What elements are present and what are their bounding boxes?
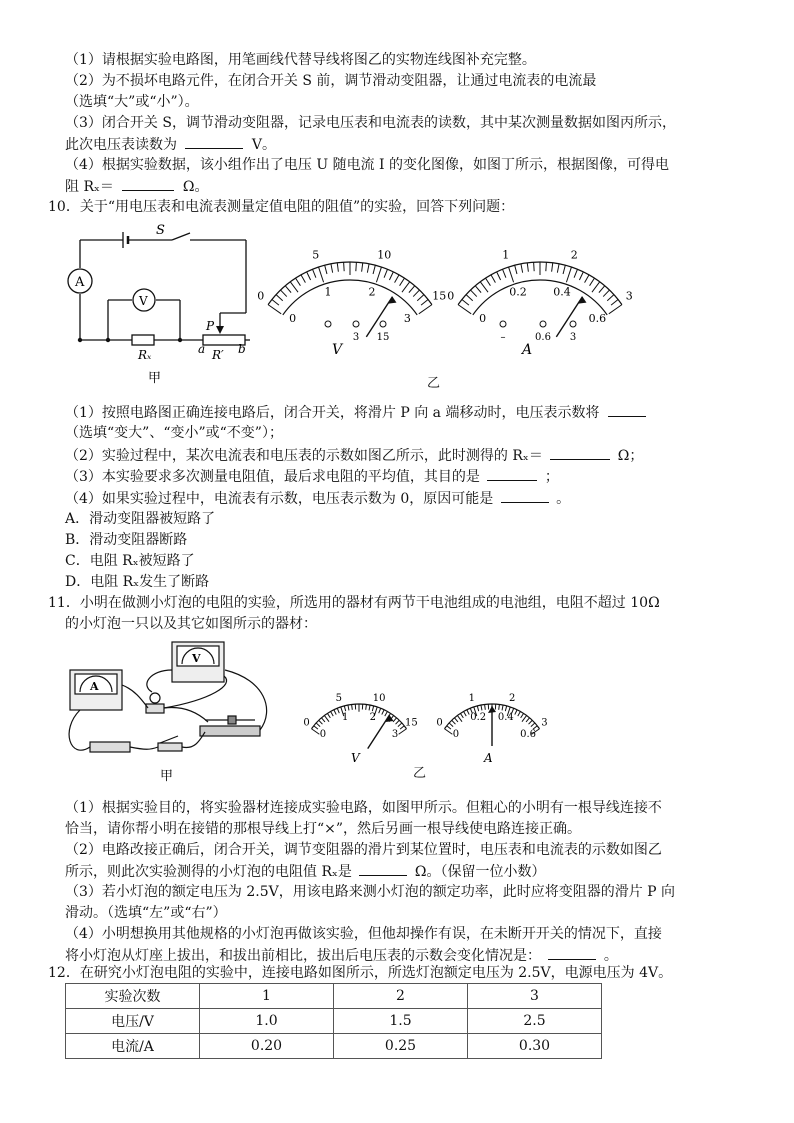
q10-voltmeter-tick: [307, 272, 311, 280]
q10-part1-blank[interactable]: [608, 402, 646, 417]
q10-voltmeter-tick: [395, 275, 399, 283]
q10-ammeter-inner-arc: [473, 280, 607, 315]
q10-voltmeter-tick: [325, 265, 327, 274]
q10-ammeter-tick: [579, 272, 583, 280]
q10-ammeter-tick: [509, 267, 514, 282]
q11-part4-text: 将小灯泡从灯座上拔出，和拔出前相比，拔出后电压表的示数会变化情况是：: [65, 948, 541, 964]
q11-ammeter-tick: [460, 713, 463, 718]
q11-voltmeter-top-tick-label: 5: [335, 693, 343, 705]
q10-voltmeter-tick: [301, 275, 305, 283]
q11-ammeter-tick: [531, 723, 535, 727]
q10-voltmeter-tick: [337, 263, 338, 272]
q11-ammeter-bottom-tick-label: 0: [452, 728, 460, 740]
q10-part4-end: 。: [556, 491, 571, 507]
q10-voltmeter-tick: [367, 264, 369, 273]
q10-voltmeter-terminal-icon[interactable]: [380, 321, 386, 327]
q10-voltmeter-bottom-tick-label: 3: [403, 311, 411, 325]
q10-part2-unit: Ω；: [617, 448, 644, 464]
q10-voltmeter-top-tick-label: 10: [377, 248, 392, 262]
q10-ammeter-tick: [527, 263, 528, 272]
q10-voltmeter-tick: [376, 267, 381, 282]
q10-ammeter-tick: [607, 295, 614, 301]
q10-voltmeter-tick: [296, 278, 301, 286]
q11-voltmeter-bottom-tick-label: 0: [319, 728, 327, 740]
q10-voltmeter-bottom-tick-label: 2: [368, 285, 376, 299]
q11-ammeter-bottom-tick-label: 0.6: [520, 728, 536, 740]
q11-voltmeter-symbol: V: [351, 751, 360, 765]
q11-voltmeter-tick: [314, 726, 318, 729]
q11-voltmeter-tick: [379, 708, 381, 713]
q10-voltmeter-top-tick-label: 15: [432, 289, 447, 303]
q11-ammeter-tick: [505, 706, 506, 711]
q10-voltmeter-tick: [413, 290, 419, 296]
q10-voltmeter-tick: [389, 272, 393, 280]
q10-voltmeter-tick: [276, 295, 283, 301]
q11-ammeter-tick: [529, 720, 533, 724]
q10-voltmeter-tick: [344, 262, 345, 271]
q9-part4-line2: [65, 176, 208, 197]
table-cell: 1.0: [200, 1009, 334, 1034]
q10-voltmeter-tick: [313, 269, 316, 277]
rheostat-label: R′: [212, 348, 224, 362]
q12-data-table: [65, 983, 602, 1059]
q10-ammeter-tick: [590, 278, 595, 286]
q10-ammeter-bottom-tick-label: 0: [479, 311, 487, 325]
q10-ammeter-terminal-icon[interactable]: [570, 321, 576, 327]
q11-part2-line2: [65, 861, 545, 882]
q10-part4-text: （4）如果实验过程中，电流表有示数，电压表示数为 0，原因可能是: [65, 491, 494, 507]
table-cell: 0.20: [200, 1034, 334, 1059]
q10-ammeter-tick: [609, 305, 622, 314]
q10-ammeter-tick: [603, 290, 609, 296]
q10-part1-line2: （选填“变大”、“变小”或“不变”）；: [65, 425, 283, 441]
q10-voltmeter-tick: [319, 267, 324, 282]
q11-voltmeter-tick: [400, 726, 404, 729]
q11-voltmeter-tick: [344, 706, 345, 711]
apparatus-caption: 甲: [160, 769, 174, 784]
q11-voltmeter-tick: [352, 704, 353, 709]
q11-ammeter-tick: [464, 711, 467, 716]
q11-voltmeter-tick: [382, 710, 384, 715]
q9-part2-line1: （2）为不损坏电路元件，在闭合开关 S 前，调节滑动变阻器，让通过电流表的电流最: [65, 73, 597, 89]
q11-ammeter-tick: [477, 706, 478, 711]
q10-ammeter-tick: [611, 300, 618, 306]
rx-label: Rₓ: [138, 348, 152, 362]
q9-voltage-blank[interactable]: [185, 134, 243, 149]
q11-voltmeter-tick: [321, 718, 324, 722]
q9-part3-text: 此次电压表读数为: [65, 137, 177, 153]
q10-ammeter-tick: [458, 305, 471, 314]
q11-ammeter-tick: [444, 729, 452, 735]
q10-voltmeter-tick: [384, 269, 387, 277]
q10-ammeter-tick: [546, 262, 547, 271]
q10-voltmeter-tick: [331, 264, 333, 273]
table-cell: 电压/V: [66, 1009, 200, 1034]
table-row: [66, 1009, 602, 1034]
table-header-row: [66, 984, 602, 1009]
q10-voltmeter-terminal-label: 3: [352, 332, 360, 343]
circuit-caption: 甲: [148, 371, 162, 386]
q11-voltmeter-tick: [366, 704, 367, 709]
q11-stem-line1: 11．小明在做测小灯泡的电阻的实验，所选用的器材有两节干电池组成的电池组，电阻不超过 10Ω: [48, 595, 660, 611]
q11-voltmeter-tick: [385, 711, 388, 716]
table-row: [66, 1034, 602, 1059]
q11-stem-line2: 的小灯泡一只以及其它如图所示的器材：: [65, 616, 317, 632]
q11-ammeter-top-tick-label: 3: [541, 717, 548, 729]
q10-ammeter-terminal-label: 3: [569, 332, 577, 343]
q11-ammeter-tick: [521, 713, 524, 718]
q11-voltage-change-blank[interactable]: [548, 945, 596, 960]
q10-part3: [65, 466, 559, 487]
q10-voltmeter-tick: [362, 263, 363, 272]
q9-part3-line2: [65, 134, 276, 155]
q11-part2-text: 所示，则此次实验测得的小灯泡的电阻值 Rₓ是: [65, 864, 352, 880]
q11-voltmeter-tick: [331, 711, 334, 716]
option-c[interactable]: C．电阻 Rₓ被短路了: [65, 553, 195, 569]
q11-ammeter-bottom-tick-label: 0.2: [470, 712, 487, 724]
q10-ammeter-bottom-tick-label: 0.2: [509, 285, 527, 299]
q10-ammeter-tick: [515, 265, 517, 274]
q10-ammeter-tick: [574, 269, 577, 277]
q10-voltmeter-tick: [400, 278, 405, 286]
q10-ammeter-tick: [552, 263, 553, 272]
q11-ammeter-tick: [502, 705, 503, 710]
q10-voltmeter-bottom-tick-label: 1: [324, 285, 332, 299]
q11-voltmeter-bottom-tick-label: 1: [341, 712, 349, 724]
q11-voltmeter-bottom-tick-label: 3: [391, 728, 399, 740]
q9-part1: （1）请根据实验电路图，用笔画线代替导线将图乙的实物连线图补充完整。: [65, 52, 536, 68]
q10-ammeter-top-tick-label: 1: [502, 248, 510, 262]
q10-ammeter: [448, 222, 633, 356]
table-header-cell: 1: [200, 984, 334, 1009]
q10-voltmeter-tick: [419, 305, 432, 314]
voltmeter-symbol: V: [139, 294, 148, 308]
q10-part2: [65, 445, 643, 466]
q9-resistance-blank[interactable]: [122, 176, 174, 191]
q11-ammeter-tick: [515, 710, 517, 715]
q11-voltmeter: [292, 680, 427, 765]
q10-ammeter-tick: [462, 300, 469, 306]
q11-part3-line1: （3）若小灯泡的额定电压为 2.5V，用该电路来测小灯泡的额定功率，此时应将变阻器的滑片 P 向: [65, 884, 676, 900]
q10-ammeter-tick: [563, 265, 565, 274]
q11-ammeter-tick: [454, 718, 457, 722]
q9-part4-text: 阻 Rₓ＝: [65, 179, 114, 195]
q11-ammeter-top-tick-label: 0: [436, 717, 443, 729]
q9-part4-unit: Ω。: [182, 179, 209, 195]
q10-voltmeter-tick: [402, 282, 410, 292]
q11-ammeter-top-tick-label: 2: [508, 693, 516, 705]
q10-ammeter-tick: [585, 275, 589, 283]
q11-ammeter-bottom-tick-label: 0.4: [497, 712, 514, 724]
q10-ammeter-tick: [491, 275, 495, 283]
q11-voltmeter-top-tick-label: 0: [303, 717, 310, 729]
q9-part3-line1: （3）闭合开关 S，调节滑动变阻器，记录电压表和电流表的读数，其中某次测量数据如图丙所示，: [65, 115, 676, 131]
q10-ammeter-tick: [471, 290, 477, 296]
q10-ammeter-terminal-icon[interactable]: [500, 321, 506, 327]
q12-stem: 12．在研究小灯泡电阻的实验中，连接电路如图所示，所选灯泡额定电压为 2.5V，电源电压为 4V。: [48, 965, 673, 981]
q10-ammeter-tick: [557, 264, 559, 273]
ammeter-symbol: A: [75, 275, 85, 290]
q11-part3-line2: 滑动。（选填“左”或“右”）: [65, 905, 227, 921]
q10-voltmeter-tick: [421, 300, 428, 306]
q10-voltmeter-tick: [268, 305, 281, 314]
q11-ammeter-tick: [526, 718, 529, 722]
q11-resistance-blank[interactable]: [359, 861, 407, 876]
q10-part1-line1: [65, 402, 646, 423]
q10-ammeter-bottom-tick-label: 0.6: [588, 311, 607, 325]
q11-ammeter-top-tick-label: 1: [468, 693, 476, 705]
q10-rx-blank[interactable]: [550, 445, 610, 460]
option-a[interactable]: A．滑动变阻器被短路了: [65, 511, 216, 527]
q10-voltmeter-top-tick-label: 5: [312, 248, 320, 262]
q11-voltmeter-tick: [316, 723, 320, 727]
q11-ammeter-tick: [457, 715, 462, 721]
q11-ammeter-symbol: A: [484, 751, 493, 765]
q11-apparatus-figure: [60, 640, 280, 789]
q10-voltmeter-tick: [409, 286, 415, 293]
q10-ammeter-terminal-icon[interactable]: [540, 321, 546, 327]
table-cell: 1.5: [334, 1009, 468, 1034]
q10-ammeter-top-tick-label: 0: [447, 289, 455, 303]
switch-label: S: [156, 223, 165, 238]
q10-voltmeter-needle: [366, 297, 392, 337]
q11-ammeter-tick: [467, 710, 469, 715]
q11-voltmeter-tick: [311, 729, 319, 735]
q10-circuit-diagram: [60, 220, 275, 394]
q10-ammeter-terminal-label: –: [500, 332, 506, 343]
apparatus-ammeter-symbol: A: [90, 680, 99, 693]
q11-ammeter-tick: [449, 723, 453, 727]
q11-voltmeter-tick: [396, 720, 400, 724]
q10-ammeter-symbol: A: [522, 342, 533, 358]
q11-voltmeter-tick: [319, 720, 323, 724]
option-b[interactable]: B．滑动变阻器断路: [65, 532, 188, 548]
q10-part3-end: ；: [544, 469, 559, 485]
table-cell: 电流/A: [66, 1034, 200, 1059]
q10-ammeter-tick: [475, 286, 481, 293]
q10-ammeter-terminal-label: 0.6: [535, 332, 551, 343]
apparatus-voltmeter-symbol: V: [192, 652, 201, 665]
q10-voltmeter-tick: [373, 265, 375, 274]
q10-voltmeter-tick: [356, 262, 357, 271]
q10-voltmeter-tick: [290, 282, 298, 292]
q11-ammeter-tick: [452, 720, 456, 724]
q11-voltmeter-tick: [327, 713, 330, 718]
q11-part2-line1: （2）电路改接正确后，闭合开关，调节变阻器的滑片到某位置时，电压表和电流表的示数如图乙: [65, 842, 662, 858]
q11-ammeter: [425, 680, 560, 765]
q10-cause-blank[interactable]: [501, 488, 549, 503]
q10-ammeter-tick: [466, 295, 473, 301]
q10-part2-text: （2）实验过程中，某次电流表和电压表的示数如图乙所示，此时测得的 Rₓ＝: [65, 448, 543, 464]
q10-part4: [65, 488, 570, 509]
voltmeter-dial: [257, 249, 446, 358]
q11-ammeter-tick: [518, 711, 521, 716]
q10-ammeter-tick: [486, 278, 491, 286]
q11-voltmeter-bottom-tick-label: 2: [369, 712, 377, 724]
q11-part1-line1: （1）根据实验目的，将实验器材连接成实验电路，如图甲所示。但粗心的小明有一根导线连接不: [65, 800, 662, 816]
q10-voltmeter-tick: [281, 290, 287, 296]
q10-voltmeter-bottom-tick-label: 0: [289, 311, 297, 325]
q10-voltmeter-tick: [285, 286, 291, 293]
q10-voltmeter-symbol: V: [332, 342, 343, 358]
q11-part1-line2: 恰当，请你帮小明在接错的那根导线上打“×”，然后另画一根导线使电路连接正确。: [65, 821, 582, 837]
q11-ammeter-dial: [436, 693, 547, 765]
q10-ammeter-top-tick-label: 3: [625, 289, 633, 303]
q10-ammeter-needle: [556, 297, 582, 337]
q10-voltmeter-terminal-label: 15: [376, 332, 390, 343]
q10-purpose-blank[interactable]: [487, 466, 537, 481]
q11-ammeter-tick: [499, 704, 500, 709]
q10-ammeter-tick: [497, 272, 501, 280]
table-header-cell: 2: [334, 984, 468, 1009]
q11-voltmeter-tick: [393, 718, 396, 722]
table-header-cell: 实验次数: [66, 984, 200, 1009]
q11-voltmeter-tick: [399, 729, 407, 735]
slider-p-label: P: [206, 319, 215, 333]
table-cell: 2.5: [468, 1009, 602, 1034]
terminal-a-label: a: [198, 342, 206, 356]
q10-ammeter-tick: [480, 282, 488, 292]
q11-voltmeter-tick: [334, 710, 336, 715]
q11-voltmeter-tick: [324, 715, 329, 721]
q10-ammeter-tick: [599, 286, 605, 293]
q11-voltmeter-top-tick-label: 15: [405, 717, 418, 729]
q11-ammeter-needle-arrow-icon: [488, 706, 496, 713]
table-cell: 0.25: [334, 1034, 468, 1059]
q11-meters-caption: 乙: [413, 766, 427, 781]
q11-ammeter-tick: [522, 715, 527, 721]
q10-voltmeter-inner-arc: [283, 280, 417, 315]
q11-ammeter-tick: [485, 704, 486, 709]
q11-voltmeter-tick: [372, 706, 373, 711]
q11-part4-line1: （4）小明想换用其他规格的小灯泡再做该实验，但他却操作有误，在未断开开关的情况下，直接: [65, 926, 662, 942]
q10-voltmeter-top-tick-label: 0: [257, 289, 265, 303]
q10-voltmeter: [257, 222, 447, 358]
q11-part2-unit: Ω。（保留一位小数）: [414, 864, 546, 880]
q10-voltmeter-tick: [272, 300, 279, 306]
table-header-cell: 3: [468, 984, 602, 1009]
q11-voltmeter-tick: [337, 708, 339, 713]
option-d[interactable]: D．电阻 Rₓ发生了断路: [65, 574, 210, 590]
q10-voltmeter-terminal-icon[interactable]: [353, 321, 359, 327]
q10-part3-text: （3）本实验要求多次测量电阻值，最后求电阻的平均值，其目的是: [65, 469, 480, 485]
q10-voltmeter-terminal-icon[interactable]: [325, 321, 331, 327]
q11-voltmeter-tick: [369, 705, 370, 710]
q11-ammeter-tick: [447, 726, 451, 729]
terminal-b-label: b: [238, 342, 246, 356]
q10-ammeter-bottom-tick-label: 0.4: [553, 285, 571, 299]
q10-ammeter-tick: [521, 264, 523, 273]
q10-ammeter-tick: [503, 269, 506, 277]
q11-ammeter-tick: [481, 705, 482, 710]
q10-ammeter-tick: [534, 262, 535, 271]
table-cell: 0.30: [468, 1034, 602, 1059]
q10-voltmeter-tick: [417, 295, 424, 301]
q11-voltmeter-dial: [303, 693, 417, 765]
q9-part2-line2: （选填“大”或“小”）。: [65, 94, 199, 110]
q9-part4-line1: （4）根据实验数据，该小组作出了电压 U 随电流 I 的变化图像，如图丁所示，根据图像，可得电: [65, 157, 670, 173]
q11-voltmeter-top-tick-label: 10: [372, 693, 386, 705]
meters-caption: 乙: [427, 376, 441, 391]
q11-voltmeter-tick: [348, 705, 349, 710]
q10-ammeter-top-tick-label: 2: [570, 248, 578, 262]
q10-ammeter-tick: [592, 282, 600, 292]
q10-stem: 10．关于“用电压表和电流表测量定值电阻的阻值”的实验，回答下列问题：: [48, 199, 515, 215]
q10-part1-text: （1）按照电路图正确连接电路后，闭合开关，将滑片 P 向 a 端移动时，电压表示数将: [65, 405, 600, 421]
q11-voltmeter-tick: [398, 723, 402, 727]
q9-part3-unit: V。: [251, 137, 277, 153]
q10-ammeter-tick: [566, 267, 571, 282]
q11-part4-end: 。: [603, 948, 618, 964]
